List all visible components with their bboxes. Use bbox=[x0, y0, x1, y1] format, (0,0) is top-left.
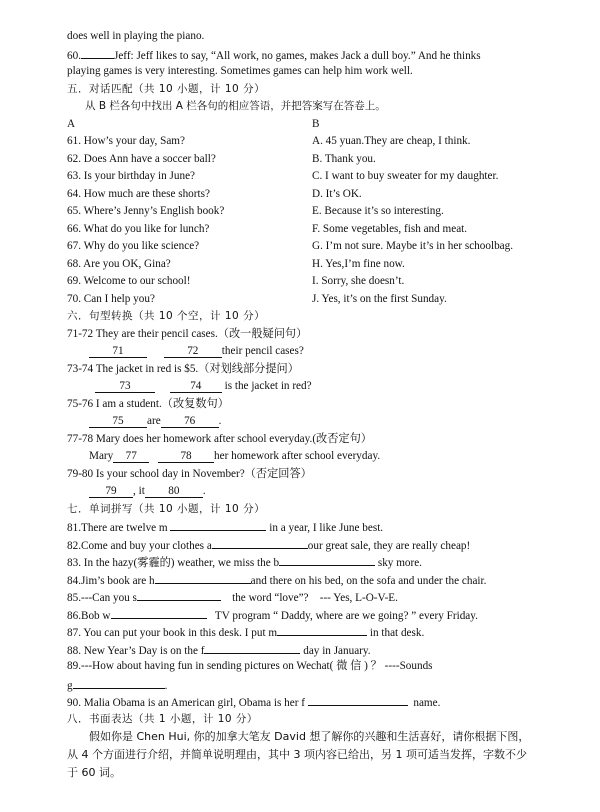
matching-row: 65. Where’s Jenny’s English book? E. Because it’s so interesting. bbox=[67, 205, 444, 217]
matching-row: 64. How much are these shorts? D. It’s OK. bbox=[67, 187, 362, 200]
question-89: 89.---How about having fun in sending pictures on Wechat( 微 信 ) ？ ----Sounds bbox=[67, 660, 433, 672]
question-83: 83. In the hazy(雾霾的) weather, we miss the b sky more. bbox=[67, 553, 537, 571]
text-line: playing games is very interesting. Sometimes games can help him work well. bbox=[67, 65, 413, 77]
question-85: 85.---Can you s the word “love”? --- Yes, L-O-V-E. bbox=[67, 588, 537, 606]
question-prompt: 75-76 I am a student.（改复数句） bbox=[67, 397, 229, 410]
matching-row: 68. Are you OK, Gina? H. Yes,I’m fine now. bbox=[67, 257, 405, 270]
answer-blank[interactable] bbox=[137, 588, 221, 601]
question-prompt: 73-74 The jacket in red is $5.（对划线部分提问） bbox=[67, 362, 299, 375]
answer-blank[interactable] bbox=[204, 641, 300, 654]
answer-blank[interactable]: 74 bbox=[170, 380, 222, 393]
question-84: 84.Jim’s book are h and there on his bed, on the sofa and under the chair. bbox=[67, 571, 537, 589]
question-89-cont: g . bbox=[67, 676, 537, 694]
answer-blank[interactable]: 80 bbox=[145, 485, 203, 498]
answer-blank[interactable] bbox=[212, 536, 308, 549]
answer-line: 75 are 76 . bbox=[67, 413, 537, 431]
section-title: 七．单词拼写（共 10 小题，计 10 分） bbox=[67, 502, 266, 515]
matching-row: 61. How’s your day, Sam? A. 45 yuan.They are cheap, I think. bbox=[67, 135, 471, 147]
text-line: does well in playing the piano. bbox=[67, 30, 205, 42]
answer-blank[interactable]: 76 bbox=[161, 415, 219, 428]
answer-blank[interactable]: 77 bbox=[113, 450, 149, 463]
section-instruction: 从 B 栏各句中找出 A 栏各句的相应答语，并把答案写在答卷上。 bbox=[85, 100, 386, 112]
matching-row: 66. What do you like for lunch? F. Some vegetables, fish and meat. bbox=[67, 222, 468, 235]
answer-blank[interactable] bbox=[155, 571, 251, 584]
answer-blank[interactable]: 72 bbox=[164, 345, 222, 358]
question-82: 82.Come and buy your clothes a our great sale, they are really cheap! bbox=[67, 536, 537, 554]
matching-row: 67. Why do you like science? G. I’m not sure. Maybe it’s in her schoolbag. bbox=[67, 240, 514, 252]
matching-row: 69. Welcome to our school! I. Sorry, she doesn’t. bbox=[67, 275, 405, 287]
answer-line: 71 72 their pencil cases? bbox=[67, 343, 537, 361]
answer-blank[interactable] bbox=[170, 518, 266, 531]
writing-task-paragraph: 假如你是 Chen Hui, 你的加拿大笔友 David 想了解你的兴趣和生活喜好，请你根据下图，从 4 个方面进行介绍，并简单说明理由，其中 3 项内容已给出，另 1 项可适当发挥，字数不少于 60 词。 bbox=[67, 730, 530, 779]
answer-blank[interactable] bbox=[279, 553, 375, 566]
question-86: 86.Bob w TV program “ Daddy, where are we going? ” every Friday. bbox=[67, 606, 537, 624]
question-60: 60. Jeff: Jeff likes to say, “All work, no games, makes Jack a dull boy.” And he thinks bbox=[67, 46, 537, 64]
answer-blank[interactable]: 79 bbox=[89, 485, 133, 498]
question-88: 88. New Year’s Day is on the f day in January. bbox=[67, 641, 537, 659]
answer-line: 73 74 is the jacket in red? bbox=[67, 378, 537, 396]
matching-list bbox=[67, 133, 537, 308]
question-90: 90. Malia Obama is an American girl, Obama is her f name. bbox=[67, 693, 537, 711]
question-87: 87. You can put your book in this desk. I put m in that desk. bbox=[67, 623, 537, 641]
answer-blank[interactable] bbox=[277, 623, 367, 636]
answer-blank[interactable] bbox=[81, 46, 114, 59]
matching-row: 62. Does Ann have a soccer ball? B. Thank you. bbox=[67, 152, 376, 165]
section-title: 八．书面表达（共 1 小题，计 10 分） bbox=[67, 712, 258, 725]
question-prompt: 79-80 Is your school day in November?（否定回答） bbox=[67, 467, 312, 480]
column-headers bbox=[67, 116, 537, 134]
question-81: 81.There are twelve m in a year, I like June best. bbox=[67, 518, 537, 536]
column-b-label: B bbox=[312, 117, 320, 130]
exam-page bbox=[67, 28, 537, 782]
question-prompt: 77-78 Mary does her homework after school everyday.(改否定句） bbox=[67, 432, 372, 445]
answer-blank[interactable]: 75 bbox=[89, 415, 147, 428]
answer-line: Mary 77 78 her homework after school everyday. bbox=[89, 450, 381, 462]
answer-blank[interactable]: 78 bbox=[158, 450, 214, 463]
answer-blank[interactable] bbox=[111, 606, 207, 619]
question-prompt: 71-72 They are their pencil cases.（改一般疑问句） bbox=[67, 327, 308, 340]
section-title: 六．句型转换（共 10 个空，计 10 分） bbox=[67, 310, 266, 322]
section-title: 五．对话匹配（共 10 小题，计 10 分） bbox=[67, 82, 266, 95]
answer-line: 79 , it 80 . bbox=[67, 483, 537, 501]
answer-blank[interactable] bbox=[308, 693, 408, 706]
answer-blank[interactable]: 73 bbox=[95, 380, 155, 393]
column-a-label: A bbox=[67, 117, 76, 130]
matching-row: 63. Is your birthday in June? C. I want to buy sweater for my daughter. bbox=[67, 170, 499, 182]
answer-blank[interactable]: 71 bbox=[89, 345, 147, 358]
matching-row: 70. Can I help you? J. Yes, it’s on the first Sunday. bbox=[67, 292, 447, 305]
answer-blank[interactable] bbox=[73, 676, 165, 689]
